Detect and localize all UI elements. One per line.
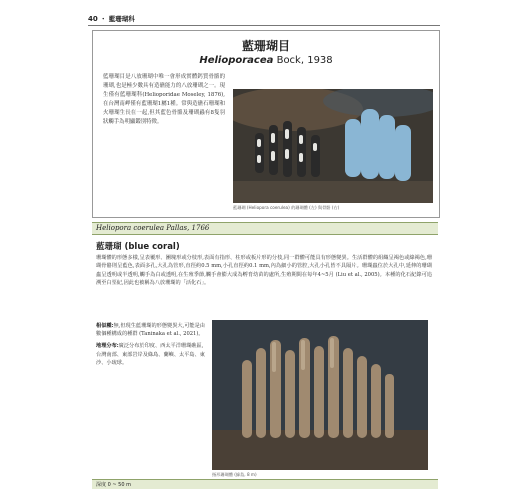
distribution-text: 廣泛分布於印度、西太平洋珊瑚礁區,台灣南部、東部岩岸及綠島、蘭嶼、太平島、東沙、小琉球。 [96,343,205,366]
header-rule [88,25,440,26]
depth-bar [92,479,438,489]
family-photo-caption: 藍珊瑚 (Heliopora coerulea) 的珊瑚體 (左) 與骨骼 (右) [233,205,340,210]
family-sci-name: Helioporacea [199,55,274,66]
species-header-bar [92,222,438,235]
similar-species-label: 相似種: [96,323,114,329]
similar-species [96,322,206,338]
family-title: 藍珊瑚目 [241,39,290,53]
species-title: 藍珊瑚 (blue coral) [96,242,180,252]
blue-coral-photo-illustration [212,320,428,470]
family-author: Bock, 1938 [276,55,333,66]
distribution [96,342,206,367]
family-box [92,30,440,218]
species-photo-caption: 指形珊瑚體 (綠島, 8 m) [212,472,257,477]
section-name: 藍珊瑚科 [108,15,135,23]
book-page [88,14,440,488]
family-description: 藍珊瑚目是八放珊瑚中唯一會形成實體鈣質骨骼的珊瑚,也是極少數具有造礁能力的八放珊瑚之一。現生僅有藍珊瑚科(Helioporidae Moseley, 1876),在台灣南岬僅有藍珊瑚1屬1種。常與造礁石珊瑚和火珊瑚生長在一起,但其藍色骨骼及珊瑚蟲有8隻羽狀觸手為明顯鑑別特徵。 [103,74,225,125]
coral-photo-illustration [233,89,433,203]
family-scientific-name [93,55,439,66]
species-notes [96,322,206,371]
header-separator: ・ [100,15,107,23]
depth-range: 深度 0 ~ 50 m [96,482,131,488]
page-header [88,14,440,24]
distribution-label: 地理分布: [96,343,119,350]
species-scientific-name: Heliopora coerulea Pallas, 1766 [96,224,210,232]
page-number: 40 [88,15,98,23]
species-description: 珊瑚體的形態多樣,呈表覆形、團塊形或分枝形,表面有指形、柱形或板片形的分枝,同一群體可能具有形態變異。生活群體的組織呈褐色或綠褐色,珊瑚骨骼則呈藍色,表面多孔,大孔為管形,直徑約0.5 mm,小孔直徑約0.1 mm,內為細小的管腔,大孔小孔皆不具隔片。珊瑚蟲位於大孔中,延伸的珊瑚蟲呈透明或半透明,觸手為白或透明,在生殖季節,觸手會膨大成為孵育幼苗的處所,生殖期間在每年4~5月 (Liu et al., 2005)。本種的化石紀錄可追溯至白堊紀,因此也被稱為八放珊瑚的「活化石」。 [96,255,432,287]
species-photo [212,320,428,470]
similar-species-text: 無,但現生藍珊瑚的形態變異大,可能是由數個種構成的種群 (Taninaka et al., 2021)。 [96,323,205,338]
family-photo [233,89,433,203]
